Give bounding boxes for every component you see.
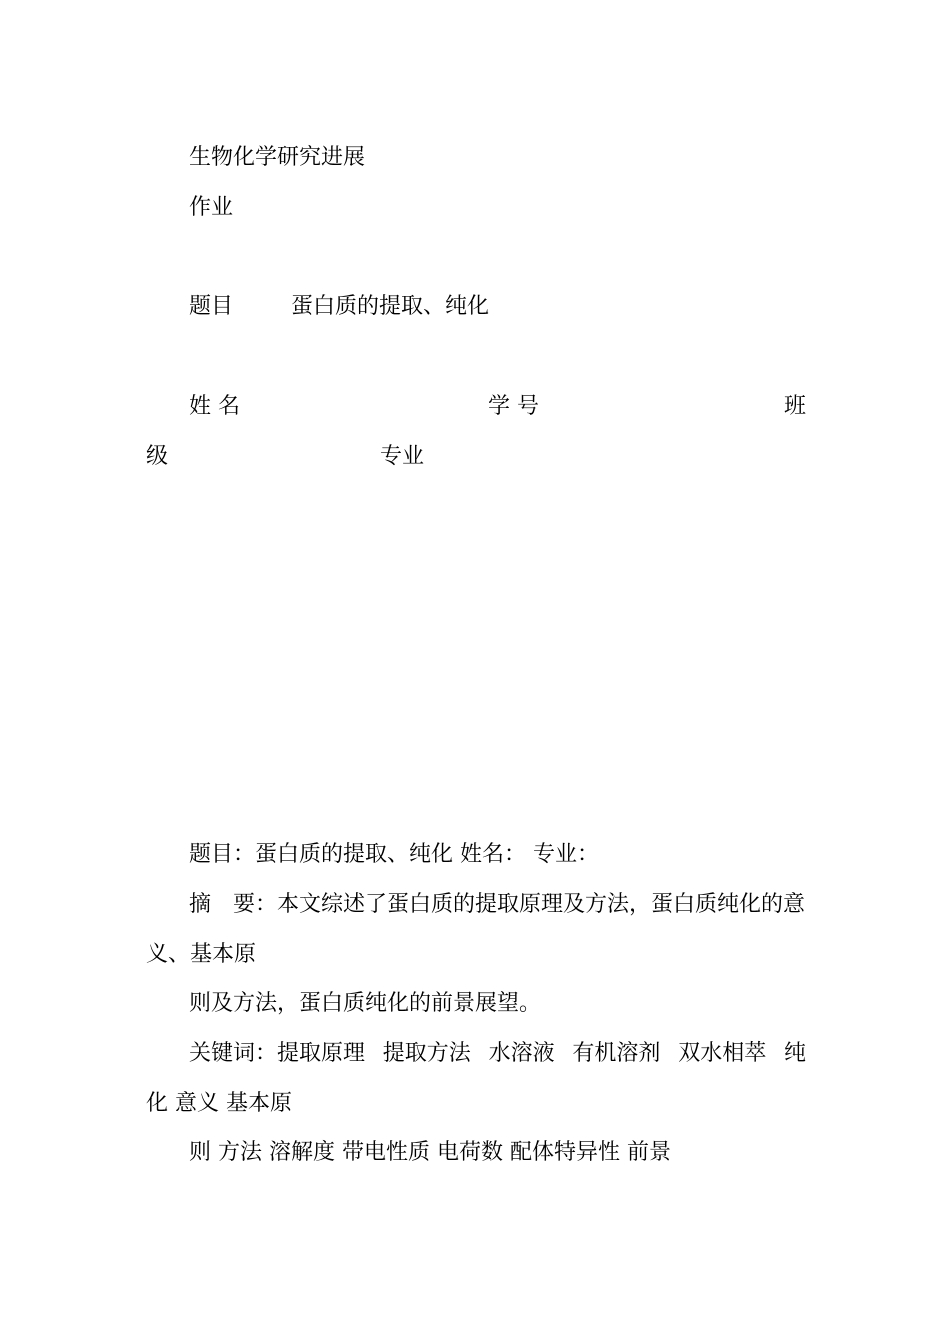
class-label-part2: 级 — [146, 444, 169, 469]
topic-value: 蛋白质的提取、纯化 — [291, 294, 490, 319]
keyword-item: 双水相萃 — [678, 1041, 767, 1066]
keyword-item: 有机溶剂 — [572, 1041, 661, 1066]
student-id-label: 学 号 — [488, 394, 539, 419]
class-label-part1: 班 — [784, 394, 807, 419]
topic-label: 题目 — [189, 294, 234, 319]
abstract-line-3: 则及方法，蛋白质纯化的前景展望。 — [189, 991, 542, 1016]
abstract-line-2: 义、基本原 — [146, 942, 257, 967]
keyword-item: 纯 — [783, 1041, 806, 1066]
keywords-line-1 — [189, 1039, 806, 1069]
name-label: 姓 名 — [189, 394, 240, 419]
keyword-item: 水溶液 — [488, 1041, 555, 1066]
keyword-item: 提取方法 — [382, 1041, 471, 1066]
meta-line: 题目：蛋白质的提取、纯化 姓名： 专业： — [189, 842, 599, 867]
keywords-line-3: 则 方法 溶解度 带电性质 电荷数 配体特异性 前景 — [189, 1140, 671, 1165]
keyword-item: 关键词：提取原理 — [189, 1041, 366, 1066]
course-title: 生物化学研究进展 — [189, 145, 366, 170]
major-label: 专业 — [380, 444, 425, 469]
assignment-label: 作业 — [189, 195, 234, 220]
keywords-line-2: 化 意义 基本原 — [146, 1091, 292, 1116]
abstract-line-1: 摘 要：本文综述了蛋白质的提取原理及方法，蛋白质纯化的意 — [189, 892, 806, 917]
